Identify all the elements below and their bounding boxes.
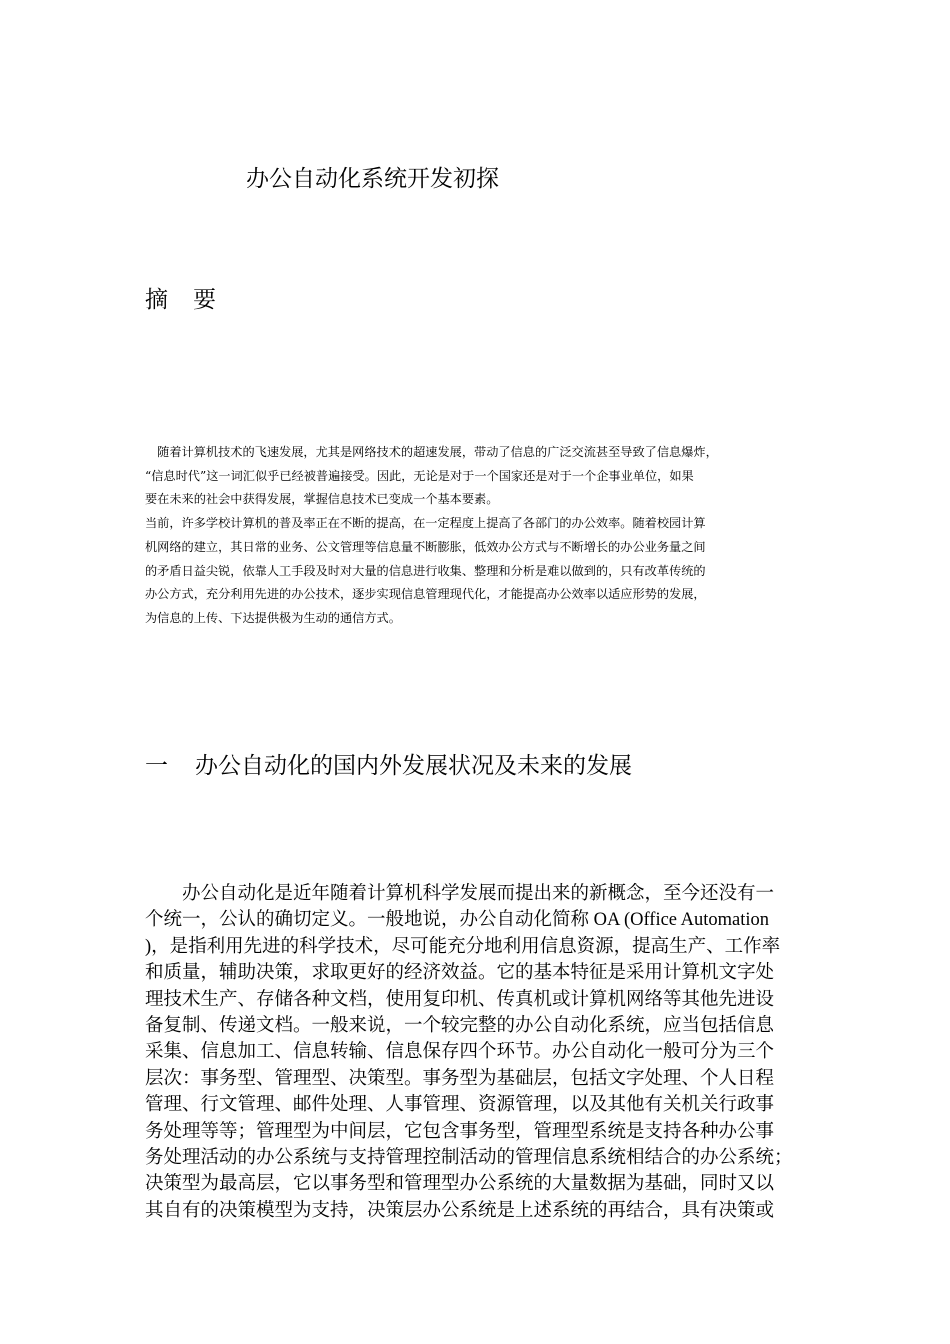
- body-line: 备复制、传递文档。一般来说，一个较完整的办公自动化系统，应当包括信息: [145, 1016, 775, 1037]
- body-line: 采集、信息加工、信息转输、信息保存四个环节。办公自动化一般可分为三个: [145, 1042, 775, 1063]
- abstract-body: [145, 441, 810, 631]
- body-line: )，是指利用先进的科学技术，尽可能充分地利用信息资源，提高生产、工作率: [145, 936, 781, 957]
- abstract-line: 当前，许多学校计算机的普及率正在不断的提高，在一定程度上提高了各部门的办公效率。随着校园计算: [145, 516, 706, 531]
- body-line: 务处理等等；管理型为中间层，它包含事务型，管理型系统是支持各种办公事: [145, 1121, 775, 1142]
- body-line: 理技术生产、存储各种文档，使用复印机、传真机或计算机网络等其他先进设: [145, 989, 775, 1010]
- abstract-line: 随着计算机技术的飞速发展，尤其是网络技术的超速发展，带动了信息的广泛交流甚至导致了信息爆炸，: [145, 445, 718, 459]
- body-line: 办公自动化是近年随着计算机科学发展而提出来的新概念，至今还没有一: [145, 884, 775, 904]
- abstract-line: 要在未来的社会中获得发展，掌握信息技术已变成一个基本要素。: [145, 492, 499, 507]
- body-line: 决策型为最高层，它以事务型和管理型办公系统的大量数据为基础，同时又以: [145, 1174, 775, 1195]
- body-line: 务处理活动的办公系统与支持管理控制活动的管理信息系统相结合的办公系统；: [145, 1148, 793, 1169]
- body-line: 层次：事务型、管理型、决策型。事务型为基础层，包括文字处理、个人日程: [145, 1068, 775, 1089]
- body-line: 管理、行文管理、邮件处理、人事管理、资源管理，以及其他有关机关行政事: [145, 1095, 775, 1116]
- abstract-heading-char-2: 要: [193, 287, 216, 313]
- abstract-line: “信息时代”这一词汇似乎已经被普遍接受。因此，无论是对于一个国家还是对于一个企事业单位，如果: [145, 468, 694, 483]
- abstract-line: 为信息的上传、下达提供极为生动的通信方式。: [145, 610, 401, 625]
- body-line: 和质量，辅助决策，求取更好的经济效益。它的基本特征是采用计算机文字处: [145, 963, 775, 984]
- section-title: 办公自动化的国内外发展状况及未来的发展: [195, 753, 632, 779]
- section-heading: [145, 750, 632, 782]
- abstract-heading-char-1: 摘: [145, 287, 168, 313]
- abstract-line: 的矛盾日益尖锐，依靠人工手段及时对大量的信息进行收集、整理和分析是难以做到的，只有改革传统的: [145, 563, 706, 578]
- document-title: 办公自动化系统开发初探: [246, 166, 499, 192]
- body-line: 个统一，公认的确切定义。一般地说，办公自动化简称 OA (Office Automation: [145, 910, 770, 931]
- abstract-line: 机网络的建立，其日常的业务、公文管理等信息量不断膨胀，低效办公方式与不断增长的办公业务量之间: [145, 539, 706, 554]
- abstract-line: 办公方式，充分利用先进的办公技术，逐步实现信息管理现代化，才能提高办公效率以适应形势的发展，: [145, 587, 706, 602]
- body-line: 其自有的决策模型为支持，决策层办公系统是上述系统的再结合，具有决策或: [145, 1200, 775, 1221]
- section-body: [145, 881, 810, 1224]
- section-number: 一: [145, 753, 168, 779]
- abstract-heading: [145, 284, 216, 316]
